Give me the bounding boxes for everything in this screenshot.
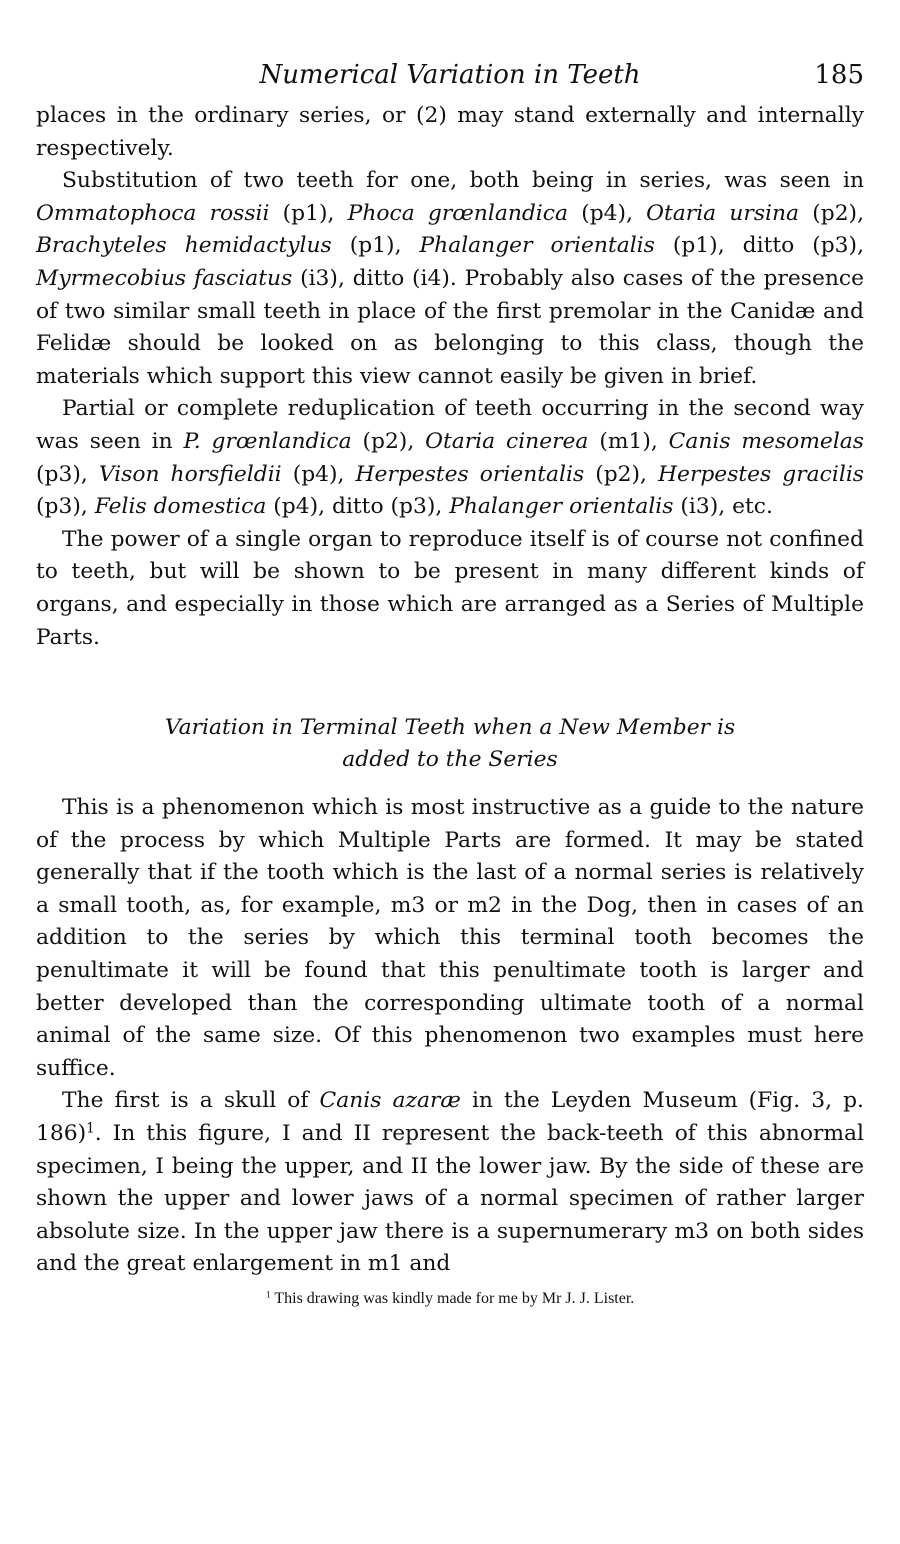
text-run: ,: [407, 428, 426, 454]
footnote: [36, 1287, 864, 1311]
text-run: ,: [327, 200, 348, 226]
tooth-notation: (p3): [812, 233, 858, 259]
tooth-notation: (p3): [390, 494, 436, 520]
paragraph-substitution: [36, 165, 864, 393]
text-run: ,: [80, 494, 95, 520]
species-name: Otaria ursina: [646, 200, 800, 226]
text-run: ,: [337, 461, 356, 487]
section-heading-line: Variation in Terminal Teeth when a New Member is: [164, 715, 736, 741]
tooth-notation: m2: [467, 892, 502, 918]
tooth-notation: m3: [674, 1218, 709, 1244]
text-run: . Probably also cases of the presence of two similar small teeth in place of the first premolar in the Canidæ and Felidæ should be looked on as belonging to this class, though the materials which support this view cannot easily be given in brief.: [36, 265, 864, 389]
text-run: , etc.: [718, 494, 773, 520]
text-run: ,: [626, 200, 647, 226]
tooth-notation: (p1): [672, 233, 718, 259]
species-name: Brachyteles hemidactylus: [36, 233, 332, 259]
page-number: 185: [814, 60, 864, 90]
text-run: This is a phenomenon which is most instructive as a guide to the nature of the process by which Multiple Parts are formed. It may be stated generally that if the tooth which is the last of a normal series is relatively a small tooth, as, for example,: [36, 795, 864, 918]
tooth-notation: (p4): [292, 461, 338, 487]
text-run: in the Leyden Museum (Fig. 3, p. 186): [36, 1088, 864, 1147]
paragraph-continued: [36, 100, 864, 165]
species-name: Myrmecobius fasciatus: [36, 265, 293, 291]
text-run: , ditto: [337, 265, 412, 291]
species-name: Canis mesomelas: [668, 428, 864, 454]
tooth-notation: (p3): [36, 461, 81, 487]
footnote-mark: 1: [265, 1289, 271, 1301]
text-run: The first is a skull of: [62, 1088, 320, 1114]
text-run: , ditto: [318, 494, 391, 520]
tooth-notation: (p2): [595, 461, 641, 487]
body-text: [36, 100, 864, 1281]
text-run: Partial or complete reduplication of teeth occurring in the second way was seen in: [36, 396, 864, 454]
text-run: ,: [394, 233, 420, 259]
paragraph-phenomenon: [36, 792, 864, 1085]
tooth-notation: (i4): [412, 265, 450, 291]
tooth-notation: m1: [367, 1251, 403, 1277]
text-run: places in the ordinary series, or (2) may stand externally and internally respectively.: [36, 103, 864, 161]
running-header: [36, 60, 864, 100]
tooth-notation: (p1): [282, 200, 328, 226]
text-run: in the Dog, then in cases of an addition to the series by which this terminal tooth becomes the penultimate it will be found that this penultimate tooth is larger and better developed than the corresponding ultimate tooth of a normal animal of the same size. Of this phenomenon two examples must here suffice.: [36, 892, 865, 1081]
tooth-notation: (i3): [300, 265, 338, 291]
species-name: Phalanger orientalis: [419, 233, 655, 259]
text-run: ,: [80, 461, 99, 487]
text-run: or: [425, 892, 468, 918]
text-run: Substitution of two teeth for one, both being in series, was seen in: [62, 168, 864, 194]
species-name: Herpestes orientalis: [355, 461, 585, 487]
tooth-notation: (p4): [273, 494, 319, 520]
tooth-notation: (p1): [349, 233, 395, 259]
species-name: Felis domestica: [94, 494, 267, 520]
running-title: Numerical Variation in Teeth: [259, 60, 641, 90]
species-name: Phalanger orientalis: [449, 494, 674, 520]
text-run: , ditto: [717, 233, 813, 259]
species-name: Ommatophoca rossii: [36, 200, 270, 226]
text-run: ,: [857, 200, 865, 226]
tooth-notation: m3: [390, 892, 426, 918]
text-run: ,: [650, 428, 669, 454]
text-run: ,: [640, 461, 659, 487]
species-name: Otaria cinerea: [425, 428, 589, 454]
footnote-text: This drawing was kindly made for me by Mr J. J. Lister.: [270, 1290, 635, 1307]
species-name: Herpestes gracilis: [658, 461, 864, 487]
section-heading-line: added to the Series: [342, 747, 558, 773]
species-name: Vison horsfieldii: [98, 461, 282, 487]
tooth-notation: (p2): [362, 428, 408, 454]
text-run: and: [402, 1251, 451, 1277]
species-name: Canis azaræ: [319, 1088, 461, 1114]
text-run: ,: [435, 494, 450, 520]
paragraph-reduplication: [36, 393, 864, 523]
paragraph-power: [36, 524, 864, 654]
tooth-notation: (p4): [581, 200, 627, 226]
tooth-notation: (i3): [680, 494, 719, 520]
text-run: . In this figure, I and II represent the back-teeth of this abnormal specimen, I being the upper, and II the lower jaw. By the side of these are shown the upper and lower jaws of a normal specimen of rather larger absolute size. In the upper jaw there is a supernumerary: [36, 1121, 864, 1244]
text-run: ,: [857, 233, 864, 259]
section-heading: [36, 712, 864, 776]
text-run: on both sides and the great enlargement in: [36, 1218, 865, 1277]
tooth-notation: (m1): [599, 428, 651, 454]
footnote-reference[interactable]: 1: [86, 1120, 95, 1137]
text-run: The power of a single organ to reproduce itself is of course not confined to teeth, but will be shown to be present in many different kinds of organs, and especially in those which are arranged as a Series of Multiple Parts.: [36, 526, 864, 650]
paragraph-canis-azarae: [36, 1085, 864, 1281]
page: [36, 60, 864, 1311]
species-name: P. grœnlandica: [183, 428, 352, 454]
tooth-notation: (p2): [812, 200, 858, 226]
tooth-notation: (p3): [36, 494, 81, 520]
species-name: Phoca grœnlandica: [347, 200, 568, 226]
